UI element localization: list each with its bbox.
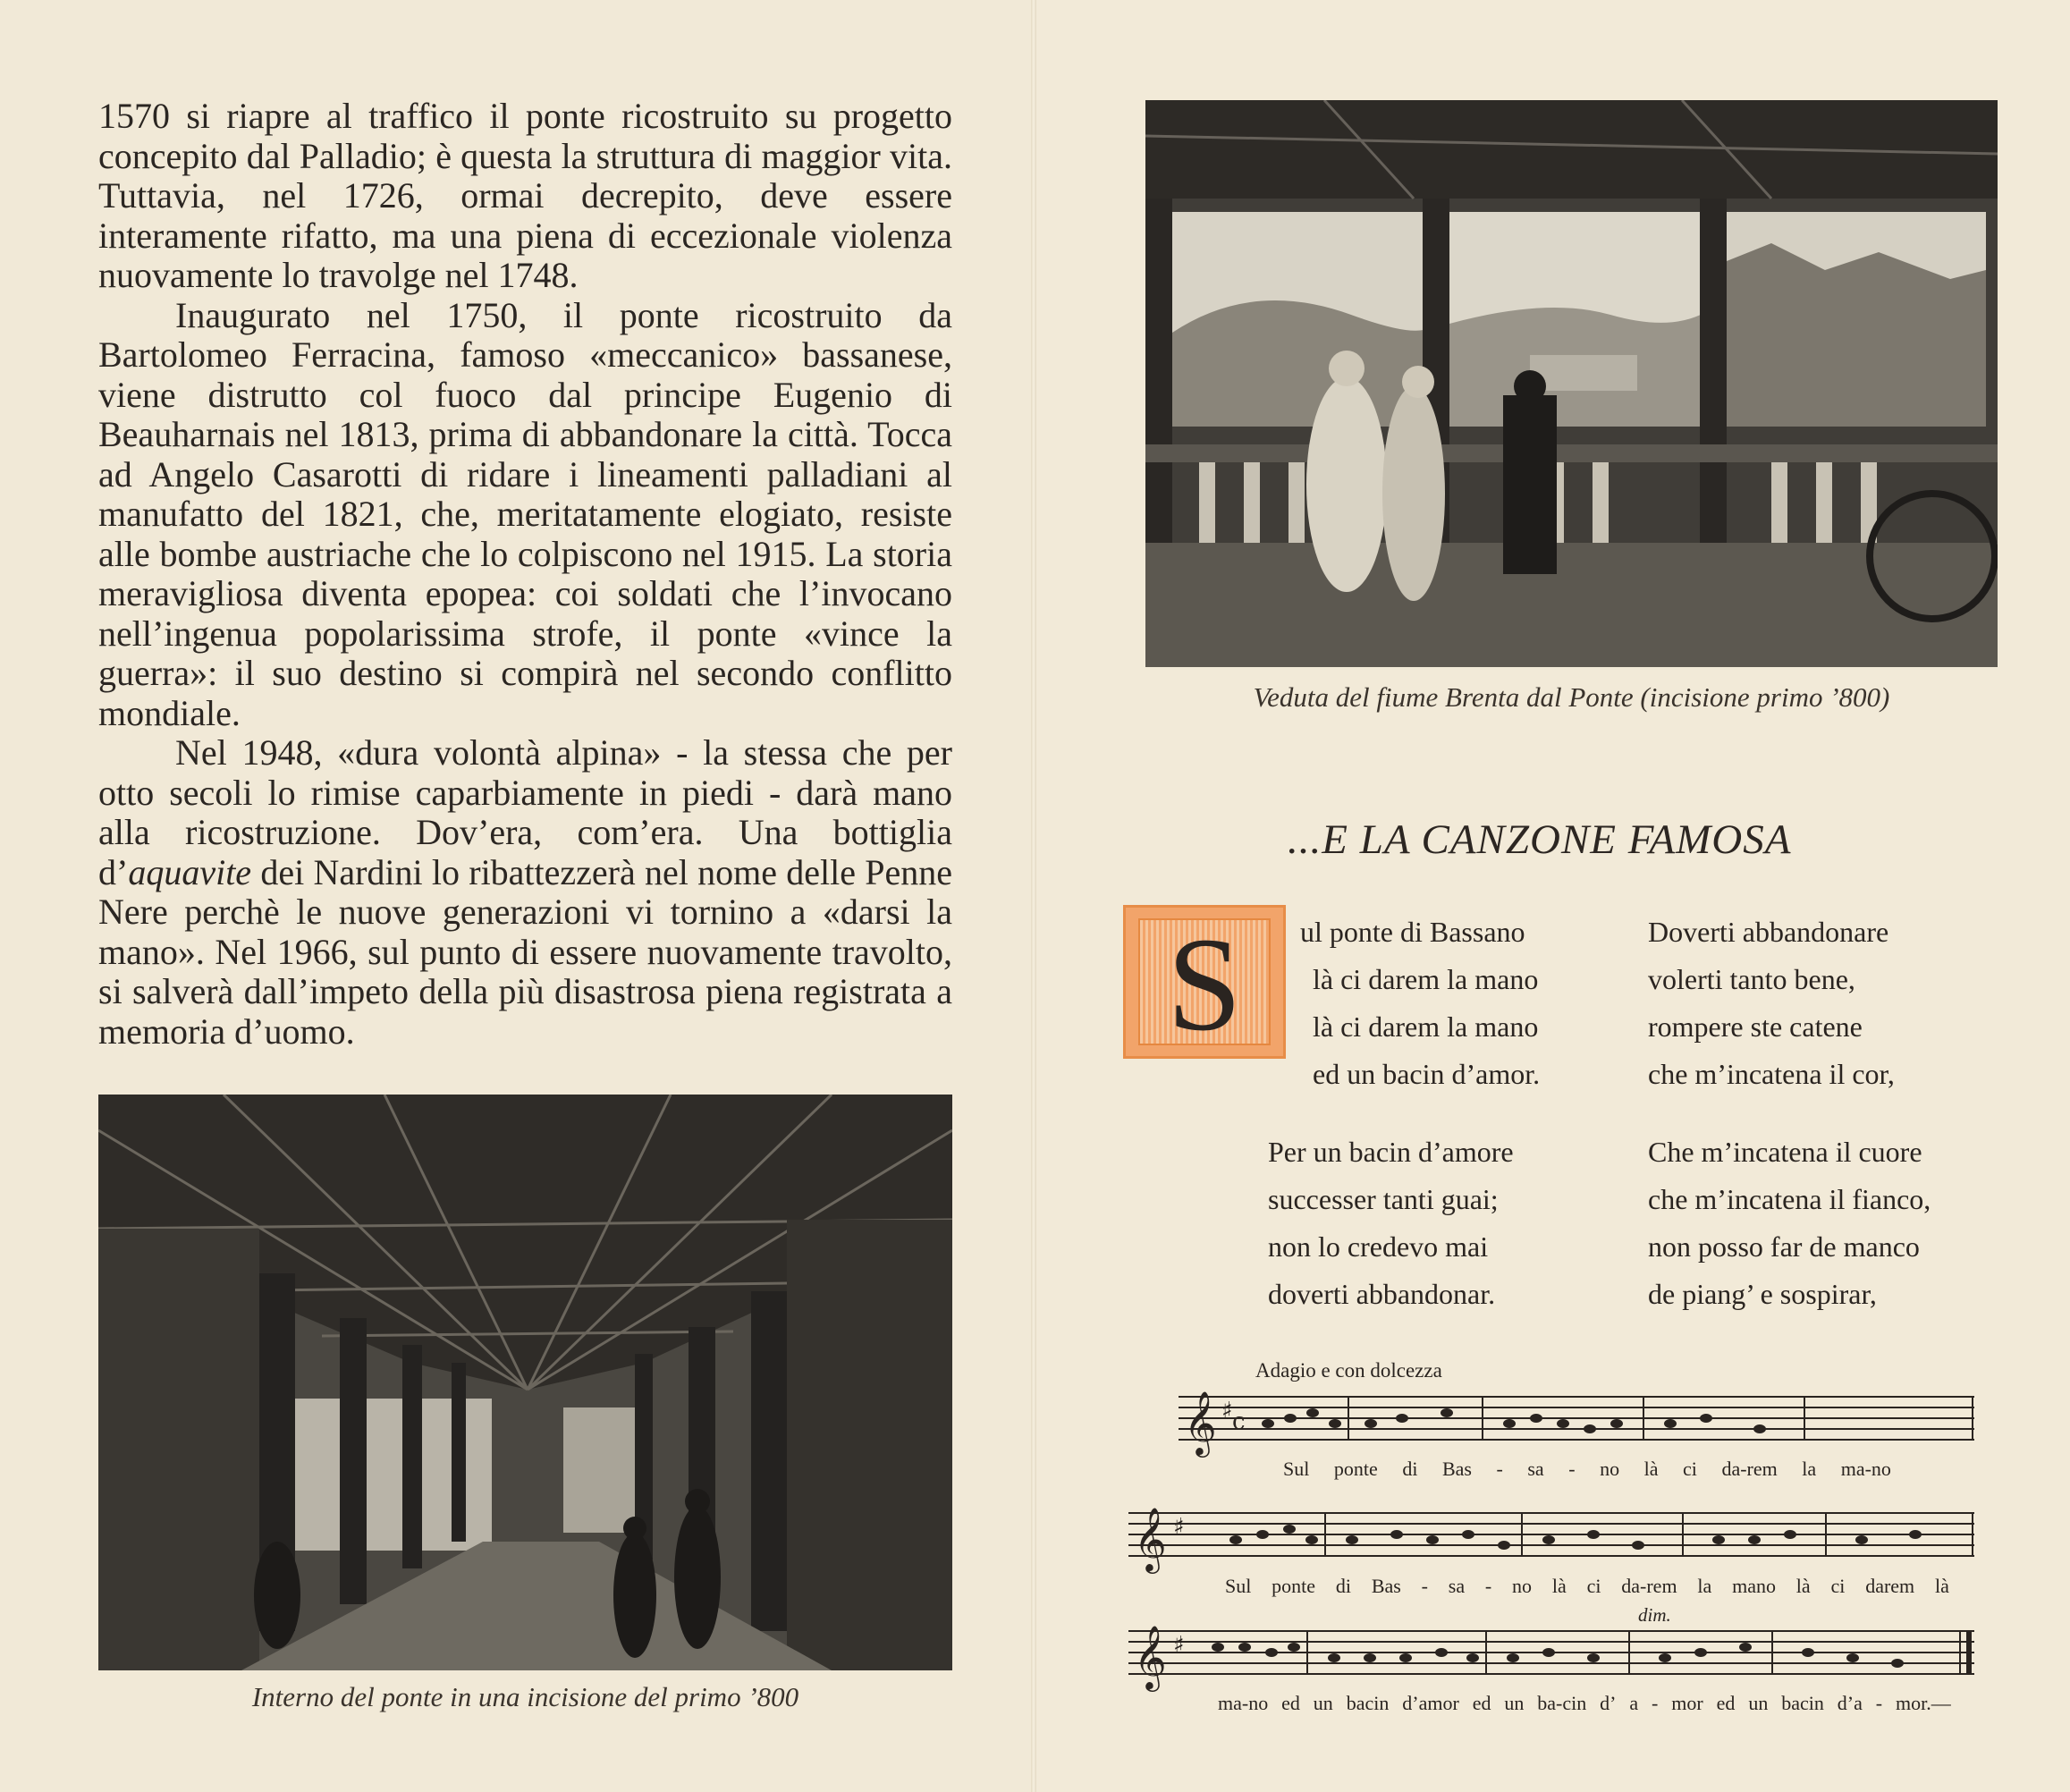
paragraph-text: 1570 si riapre al traffico il ponte ricostruito su progetto concepito dal Palladio; è questa la struttura di maggior vita. Tuttavia, nel 1726, ormai decrepito, deve essere interamente rifatto, ma una piena di eccezionale violenza nuovamente lo travolge nel 1748. (98, 96, 952, 295)
lyric-syllable: d’amor (1402, 1692, 1459, 1714)
verse-3 (1268, 1128, 1514, 1318)
verse-line: che m’incatena il cor, (1648, 1058, 1895, 1090)
lyric-syllable: no (1600, 1458, 1620, 1480)
lyrics-line-1 (1283, 1458, 1891, 1481)
brenta-view-engraving (1145, 100, 1998, 667)
lyric-syllable: - (1484, 1575, 1492, 1597)
lyric-syllable: darem (1865, 1575, 1915, 1597)
interior-caption: Interno del ponte in una incisione del primo ’800 (251, 1681, 799, 1712)
verse-line: ed un bacin d’amor. (1313, 1058, 1541, 1090)
lyric-syllable: d’a (1837, 1692, 1863, 1714)
lyric-syllable: ed (1281, 1692, 1300, 1714)
lyric-syllable: un (1748, 1692, 1769, 1714)
lyric-syllable: Bas (1441, 1458, 1472, 1480)
verse-line: doverti abbandonar. (1268, 1278, 1496, 1310)
paragraph (98, 296, 952, 734)
lyric-syllable: ed (1716, 1692, 1736, 1714)
lyric-syllable: un (1504, 1692, 1525, 1714)
paragraph-text: Inaugurato nel 1750, il ponte ricostruito da Bartolomeo Ferracina, famoso «meccanico» bassanese, viene distrutto col fuoco dal principe Eugenio di Beauharnais nel 1813, prima di abbandonare la città. Tocca ad Angelo Casarotti di ridare i lineamenti palladiani al manufatto del 1821, che, meritatamente elogiato, resiste alle bombe austriache che lo colpiscono nel 1915. La storia meravigliosa diventa epopea: coi soldati che l’invocano nell’ingenua popolarissima strofe, il ponte «vince la guerra»: il suo destino si compirà nel secondo conflitto mondiale. (98, 294, 952, 733)
lyric-syllable: ma-no (1840, 1458, 1891, 1480)
verse-line: Che m’incatena il cuore (1648, 1136, 1922, 1168)
verse-2 (1648, 909, 1895, 1098)
svg-text:𝄞: 𝄞 (1134, 1506, 1167, 1571)
lyric-syllable: ed (1472, 1692, 1491, 1714)
verse-line: ul ponte di Bassano (1300, 916, 1525, 948)
music-staff-3 (1128, 1620, 1974, 1692)
lyric-syllable: là (1551, 1575, 1567, 1597)
song-title: ...E LA CANZONE FAMOSA (1288, 816, 1792, 863)
lyric-syllable: - (1875, 1692, 1883, 1714)
svg-text:♯: ♯ (1173, 1632, 1185, 1659)
lyric-syllable: ci (1830, 1575, 1846, 1597)
lyric-syllable: di (1402, 1458, 1418, 1480)
music-staff-2 (1128, 1502, 1974, 1574)
tempo-marking: Adagio e con dolcezza (1255, 1359, 1442, 1382)
verse-line: non lo credevo mai (1268, 1230, 1489, 1263)
lyrics-line-2 (1225, 1575, 1949, 1598)
history-text (98, 97, 952, 1052)
lyric-syllable: ba-cin (1537, 1692, 1587, 1714)
page-fold (1031, 0, 1036, 1792)
verse-4 (1648, 1128, 1931, 1318)
verse-line: de piang’ e sospirar, (1648, 1278, 1877, 1310)
verse-line: là ci darem la mano (1313, 1010, 1539, 1043)
svg-text:♯: ♯ (1221, 1398, 1233, 1424)
lyric-syllable: di (1335, 1575, 1351, 1597)
verse-1 (1300, 909, 1540, 1098)
lyric-syllable: là (1934, 1575, 1949, 1597)
lyric-syllable: ponte (1333, 1458, 1378, 1480)
lyric-syllable: - (1652, 1692, 1659, 1714)
music-staff-1 (1179, 1386, 1974, 1458)
lyric-syllable: bacin (1346, 1692, 1390, 1714)
lyric-syllable: un (1313, 1692, 1333, 1714)
lyric-syllable: da-rem (1621, 1575, 1677, 1597)
verse-line: volerti tanto bene, (1648, 963, 1855, 995)
lyric-syllable: sa (1448, 1575, 1466, 1597)
lyric-syllable: la (1802, 1458, 1817, 1480)
lyric-syllable: là (1795, 1575, 1811, 1597)
lyric-syllable: da-rem (1721, 1458, 1778, 1480)
dynamic-marking: dim. (1638, 1604, 1671, 1626)
paragraph (98, 97, 952, 296)
lyric-syllable: a (1629, 1692, 1639, 1714)
lyric-syllable: la (1697, 1575, 1712, 1597)
lyric-syllable: ma-no (1218, 1692, 1269, 1714)
lyric-syllable: mano (1732, 1575, 1776, 1597)
lyric-syllable: d’ (1600, 1692, 1617, 1714)
lyric-syllable: là (1643, 1458, 1659, 1480)
verse-line: Per un bacin d’amore (1268, 1136, 1514, 1168)
brenta-caption: Veduta del fiume Brenta dal Ponte (incisione primo ’800) (1253, 681, 1890, 713)
verse-line: non posso far de manco (1648, 1230, 1920, 1263)
verse-line: successer tanti guai; (1268, 1183, 1499, 1215)
svg-text:𝄞: 𝄞 (1184, 1390, 1217, 1455)
lyric-syllable: Sul (1283, 1458, 1310, 1480)
initial-letter: S (1167, 910, 1242, 1059)
italic-term: aquavite (128, 851, 252, 892)
paragraph-text: dei Nardini lo ribattezzerà nel nome delle Penne Nere perchè le nuove generazioni vi tornino a «darsi la mano». Nel 1966, sul punto di essere nuovamente travolto, si salverà dall’impeto della più disastrosa piena registrata a memoria d’uomo. (98, 851, 952, 1052)
lyric-syllable: - (1568, 1458, 1576, 1480)
verse-line: Doverti abbandonare (1648, 916, 1889, 948)
lyric-syllable: mor.— (1896, 1692, 1951, 1714)
lyric-syllable: mor (1671, 1692, 1703, 1714)
lyric-syllable: Bas (1371, 1575, 1401, 1597)
lyric-syllable: - (1421, 1575, 1428, 1597)
lyrics-line-3 (1218, 1692, 1951, 1715)
verse-line: che m’incatena il fianco, (1648, 1183, 1931, 1215)
bridge-interior-engraving (98, 1095, 952, 1670)
svg-text:𝄞: 𝄞 (1134, 1624, 1167, 1689)
lyric-syllable: no (1512, 1575, 1533, 1597)
svg-text:c: c (1232, 1408, 1246, 1435)
lyric-syllable: bacin (1781, 1692, 1824, 1714)
paragraph (98, 733, 952, 1052)
paragraph-text: Nel 1948, «dura volontà alpina» - la stessa che per otto secoli lo rimise caparbiamente in piedi - darà mano alla ricostruzione. Dov’era, com’era. Una bottiglia d’ (98, 732, 952, 892)
lyric-syllable: sa (1527, 1458, 1544, 1480)
verse-line: là ci darem la mano (1313, 963, 1539, 995)
lyric-syllable: - (1496, 1458, 1503, 1480)
lyric-syllable: ci (1683, 1458, 1697, 1480)
verse-line: rompere ste catene (1648, 1010, 1863, 1043)
lyric-syllable: ci (1586, 1575, 1601, 1597)
decorated-initial (1123, 905, 1286, 1059)
lyric-syllable: Sul (1225, 1575, 1252, 1597)
svg-text:♯: ♯ (1173, 1514, 1185, 1541)
lyric-syllable: ponte (1272, 1575, 1316, 1597)
